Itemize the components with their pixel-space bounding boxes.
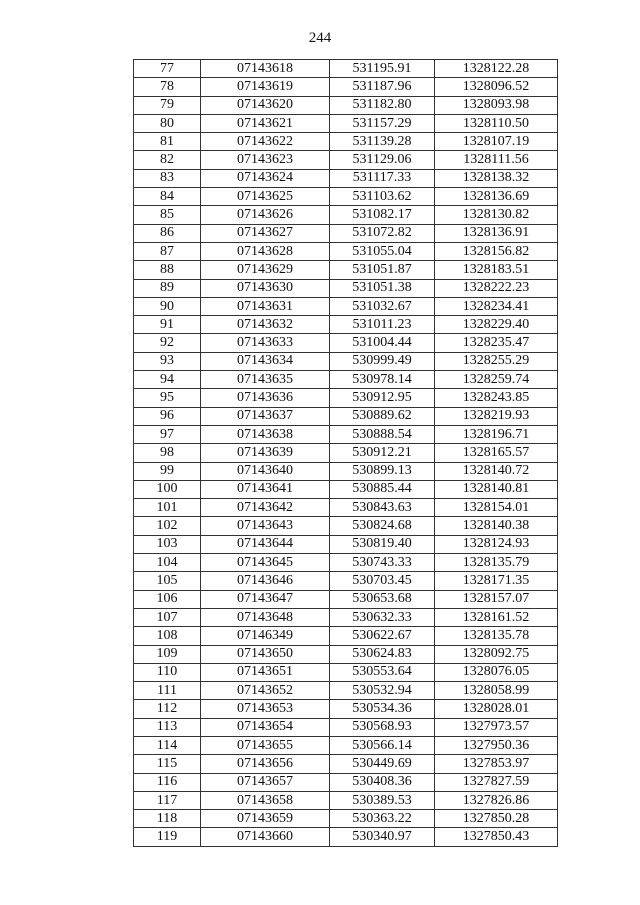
y-coordinate-cell: 1327853.97 — [435, 755, 558, 773]
y-coordinate-cell: 1327826.86 — [435, 791, 558, 809]
x-coordinate-cell: 531051.38 — [330, 279, 435, 297]
table-row — [134, 169, 558, 187]
x-coordinate-cell: 530819.40 — [330, 535, 435, 553]
x-coordinate-cell: 530899.13 — [330, 462, 435, 480]
table-row — [134, 590, 558, 608]
y-coordinate-cell: 1328255.29 — [435, 352, 558, 370]
table-row — [134, 188, 558, 206]
row-number-cell: 97 — [134, 425, 201, 443]
row-number-cell: 79 — [134, 96, 201, 114]
point-code-cell: 07143659 — [201, 810, 330, 828]
x-coordinate-cell: 530885.44 — [330, 480, 435, 498]
table-row — [134, 828, 558, 846]
point-code-cell: 07143626 — [201, 206, 330, 224]
point-code-cell: 07143631 — [201, 297, 330, 315]
point-code-cell: 07143642 — [201, 499, 330, 517]
y-coordinate-cell: 1327973.57 — [435, 718, 558, 736]
table-row — [134, 480, 558, 498]
row-number-cell: 100 — [134, 480, 201, 498]
y-coordinate-cell: 1328076.05 — [435, 663, 558, 681]
row-number-cell: 85 — [134, 206, 201, 224]
point-code-cell: 07143638 — [201, 425, 330, 443]
point-code-cell: 07143647 — [201, 590, 330, 608]
row-number-cell: 81 — [134, 133, 201, 151]
row-number-cell: 95 — [134, 389, 201, 407]
x-coordinate-cell: 531004.44 — [330, 334, 435, 352]
x-coordinate-cell: 531157.29 — [330, 114, 435, 132]
table-row — [134, 554, 558, 572]
row-number-cell: 119 — [134, 828, 201, 846]
x-coordinate-cell: 530889.62 — [330, 407, 435, 425]
row-number-cell: 87 — [134, 242, 201, 260]
y-coordinate-cell: 1328222.23 — [435, 279, 558, 297]
table-row — [134, 682, 558, 700]
row-number-cell: 98 — [134, 444, 201, 462]
point-code-cell: 07143635 — [201, 371, 330, 389]
point-code-cell: 07143658 — [201, 791, 330, 809]
point-code-cell: 07143625 — [201, 188, 330, 206]
x-coordinate-cell: 530363.22 — [330, 810, 435, 828]
point-code-cell: 07143644 — [201, 535, 330, 553]
x-coordinate-cell: 530532.94 — [330, 682, 435, 700]
table-row — [134, 499, 558, 517]
point-code-cell: 07143660 — [201, 828, 330, 846]
x-coordinate-cell: 530978.14 — [330, 371, 435, 389]
y-coordinate-cell: 1328135.79 — [435, 554, 558, 572]
row-number-cell: 91 — [134, 316, 201, 334]
point-code-cell: 07143653 — [201, 700, 330, 718]
row-number-cell: 104 — [134, 554, 201, 572]
y-coordinate-cell: 1328161.52 — [435, 608, 558, 626]
point-code-cell: 07143633 — [201, 334, 330, 352]
x-coordinate-cell: 530568.93 — [330, 718, 435, 736]
row-number-cell: 86 — [134, 224, 201, 242]
x-coordinate-cell: 530534.36 — [330, 700, 435, 718]
x-coordinate-cell: 531139.28 — [330, 133, 435, 151]
y-coordinate-cell: 1328171.35 — [435, 572, 558, 590]
row-number-cell: 117 — [134, 791, 201, 809]
y-coordinate-cell: 1327950.36 — [435, 736, 558, 754]
y-coordinate-cell: 1327827.59 — [435, 773, 558, 791]
x-coordinate-cell: 530566.14 — [330, 736, 435, 754]
y-coordinate-cell: 1327850.28 — [435, 810, 558, 828]
y-coordinate-cell: 1328140.81 — [435, 480, 558, 498]
table-row — [134, 334, 558, 352]
x-coordinate-cell: 530449.69 — [330, 755, 435, 773]
point-code-cell: 07143637 — [201, 407, 330, 425]
table-row — [134, 700, 558, 718]
x-coordinate-cell: 531129.06 — [330, 151, 435, 169]
row-number-cell: 113 — [134, 718, 201, 736]
table-row — [134, 78, 558, 96]
table-row — [134, 352, 558, 370]
table-row — [134, 371, 558, 389]
x-coordinate-cell: 531187.96 — [330, 78, 435, 96]
row-number-cell: 82 — [134, 151, 201, 169]
point-code-cell: 07146349 — [201, 627, 330, 645]
row-number-cell: 90 — [134, 297, 201, 315]
row-number-cell: 77 — [134, 60, 201, 78]
point-code-cell: 07143656 — [201, 755, 330, 773]
y-coordinate-cell: 1328219.93 — [435, 407, 558, 425]
row-number-cell: 84 — [134, 188, 201, 206]
point-code-cell: 07143630 — [201, 279, 330, 297]
point-code-cell: 07143624 — [201, 169, 330, 187]
y-coordinate-cell: 1328157.07 — [435, 590, 558, 608]
point-code-cell: 07143639 — [201, 444, 330, 462]
y-coordinate-cell: 1328092.75 — [435, 645, 558, 663]
row-number-cell: 83 — [134, 169, 201, 187]
y-coordinate-cell: 1328135.78 — [435, 627, 558, 645]
x-coordinate-cell: 531195.91 — [330, 60, 435, 78]
point-code-cell: 07143628 — [201, 242, 330, 260]
table-row — [134, 224, 558, 242]
table-row — [134, 114, 558, 132]
y-coordinate-cell: 1328096.52 — [435, 78, 558, 96]
x-coordinate-cell: 530912.95 — [330, 389, 435, 407]
table-row — [134, 645, 558, 663]
point-code-cell: 07143632 — [201, 316, 330, 334]
table-row — [134, 151, 558, 169]
y-coordinate-cell: 1328154.01 — [435, 499, 558, 517]
x-coordinate-cell: 530888.54 — [330, 425, 435, 443]
table-row — [134, 718, 558, 736]
x-coordinate-cell: 530999.49 — [330, 352, 435, 370]
row-number-cell: 112 — [134, 700, 201, 718]
x-coordinate-cell: 530389.53 — [330, 791, 435, 809]
x-coordinate-cell: 531182.80 — [330, 96, 435, 114]
row-number-cell: 80 — [134, 114, 201, 132]
table-row — [134, 96, 558, 114]
point-code-cell: 07143654 — [201, 718, 330, 736]
table-row — [134, 517, 558, 535]
y-coordinate-cell: 1328196.71 — [435, 425, 558, 443]
table-row — [134, 425, 558, 443]
row-number-cell: 118 — [134, 810, 201, 828]
x-coordinate-cell: 530553.64 — [330, 663, 435, 681]
y-coordinate-cell: 1328136.91 — [435, 224, 558, 242]
x-coordinate-cell: 530624.83 — [330, 645, 435, 663]
x-coordinate-cell: 530912.21 — [330, 444, 435, 462]
table-row — [134, 627, 558, 645]
y-coordinate-cell: 1328234.41 — [435, 297, 558, 315]
point-code-cell: 07143621 — [201, 114, 330, 132]
table-row — [134, 791, 558, 809]
x-coordinate-cell: 530622.67 — [330, 627, 435, 645]
table-row — [134, 608, 558, 626]
y-coordinate-cell: 1328058.99 — [435, 682, 558, 700]
y-coordinate-cell: 1328140.72 — [435, 462, 558, 480]
table-row — [134, 407, 558, 425]
row-number-cell: 114 — [134, 736, 201, 754]
point-code-cell: 07143648 — [201, 608, 330, 626]
table-row — [134, 535, 558, 553]
x-coordinate-cell: 531051.87 — [330, 261, 435, 279]
x-coordinate-cell: 530408.36 — [330, 773, 435, 791]
point-code-cell: 07143640 — [201, 462, 330, 480]
row-number-cell: 94 — [134, 371, 201, 389]
x-coordinate-cell: 530632.33 — [330, 608, 435, 626]
y-coordinate-cell: 1328107.19 — [435, 133, 558, 151]
table-row — [134, 736, 558, 754]
x-coordinate-cell: 531032.67 — [330, 297, 435, 315]
y-coordinate-cell: 1328140.38 — [435, 517, 558, 535]
x-coordinate-cell: 531082.17 — [330, 206, 435, 224]
point-code-cell: 07143650 — [201, 645, 330, 663]
row-number-cell: 101 — [134, 499, 201, 517]
y-coordinate-cell: 1327850.43 — [435, 828, 558, 846]
table-row — [134, 572, 558, 590]
row-number-cell: 106 — [134, 590, 201, 608]
table-body — [134, 60, 558, 847]
point-code-cell: 07143643 — [201, 517, 330, 535]
row-number-cell: 99 — [134, 462, 201, 480]
point-code-cell: 07143618 — [201, 60, 330, 78]
y-coordinate-cell: 1328136.69 — [435, 188, 558, 206]
x-coordinate-cell: 531011.23 — [330, 316, 435, 334]
row-number-cell: 103 — [134, 535, 201, 553]
x-coordinate-cell: 530703.45 — [330, 572, 435, 590]
row-number-cell: 102 — [134, 517, 201, 535]
x-coordinate-cell: 531117.33 — [330, 169, 435, 187]
x-coordinate-cell: 531103.62 — [330, 188, 435, 206]
table-row — [134, 297, 558, 315]
x-coordinate-cell: 530824.68 — [330, 517, 435, 535]
table-row — [134, 206, 558, 224]
x-coordinate-cell: 531055.04 — [330, 242, 435, 260]
point-code-cell: 07143645 — [201, 554, 330, 572]
row-number-cell: 108 — [134, 627, 201, 645]
y-coordinate-cell: 1328110.50 — [435, 114, 558, 132]
table-row — [134, 663, 558, 681]
table-row — [134, 444, 558, 462]
point-code-cell: 07143627 — [201, 224, 330, 242]
table-row — [134, 810, 558, 828]
x-coordinate-cell: 531072.82 — [330, 224, 435, 242]
table-row — [134, 279, 558, 297]
table-row — [134, 462, 558, 480]
point-code-cell: 07143646 — [201, 572, 330, 590]
point-code-cell: 07143657 — [201, 773, 330, 791]
y-coordinate-cell: 1328165.57 — [435, 444, 558, 462]
x-coordinate-cell: 530743.33 — [330, 554, 435, 572]
point-code-cell: 07143652 — [201, 682, 330, 700]
table-row — [134, 316, 558, 334]
y-coordinate-cell: 1328130.82 — [435, 206, 558, 224]
coordinates-table — [133, 59, 558, 847]
row-number-cell: 89 — [134, 279, 201, 297]
table-row — [134, 389, 558, 407]
row-number-cell: 109 — [134, 645, 201, 663]
point-code-cell: 07143634 — [201, 352, 330, 370]
row-number-cell: 115 — [134, 755, 201, 773]
row-number-cell: 93 — [134, 352, 201, 370]
y-coordinate-cell: 1328028.01 — [435, 700, 558, 718]
table-row — [134, 773, 558, 791]
point-code-cell: 07143629 — [201, 261, 330, 279]
row-number-cell: 110 — [134, 663, 201, 681]
point-code-cell: 07143641 — [201, 480, 330, 498]
y-coordinate-cell: 1328111.56 — [435, 151, 558, 169]
point-code-cell: 07143622 — [201, 133, 330, 151]
point-code-cell: 07143620 — [201, 96, 330, 114]
table-row — [134, 133, 558, 151]
table-row — [134, 755, 558, 773]
row-number-cell: 105 — [134, 572, 201, 590]
y-coordinate-cell: 1328229.40 — [435, 316, 558, 334]
point-code-cell: 07143651 — [201, 663, 330, 681]
row-number-cell: 88 — [134, 261, 201, 279]
y-coordinate-cell: 1328138.32 — [435, 169, 558, 187]
y-coordinate-cell: 1328124.93 — [435, 535, 558, 553]
table-row — [134, 261, 558, 279]
point-code-cell: 07143655 — [201, 736, 330, 754]
point-code-cell: 07143636 — [201, 389, 330, 407]
y-coordinate-cell: 1328183.51 — [435, 261, 558, 279]
row-number-cell: 111 — [134, 682, 201, 700]
table-row — [134, 60, 558, 78]
point-code-cell: 07143623 — [201, 151, 330, 169]
y-coordinate-cell: 1328235.47 — [435, 334, 558, 352]
x-coordinate-cell: 530340.97 — [330, 828, 435, 846]
row-number-cell: 78 — [134, 78, 201, 96]
y-coordinate-cell: 1328156.82 — [435, 242, 558, 260]
row-number-cell: 92 — [134, 334, 201, 352]
page-number: 244 — [308, 30, 332, 46]
y-coordinate-cell: 1328259.74 — [435, 371, 558, 389]
row-number-cell: 116 — [134, 773, 201, 791]
point-code-cell: 07143619 — [201, 78, 330, 96]
y-coordinate-cell: 1328093.98 — [435, 96, 558, 114]
row-number-cell: 107 — [134, 608, 201, 626]
table-row — [134, 242, 558, 260]
x-coordinate-cell: 530843.63 — [330, 499, 435, 517]
y-coordinate-cell: 1328122.28 — [435, 60, 558, 78]
x-coordinate-cell: 530653.68 — [330, 590, 435, 608]
row-number-cell: 96 — [134, 407, 201, 425]
y-coordinate-cell: 1328243.85 — [435, 389, 558, 407]
